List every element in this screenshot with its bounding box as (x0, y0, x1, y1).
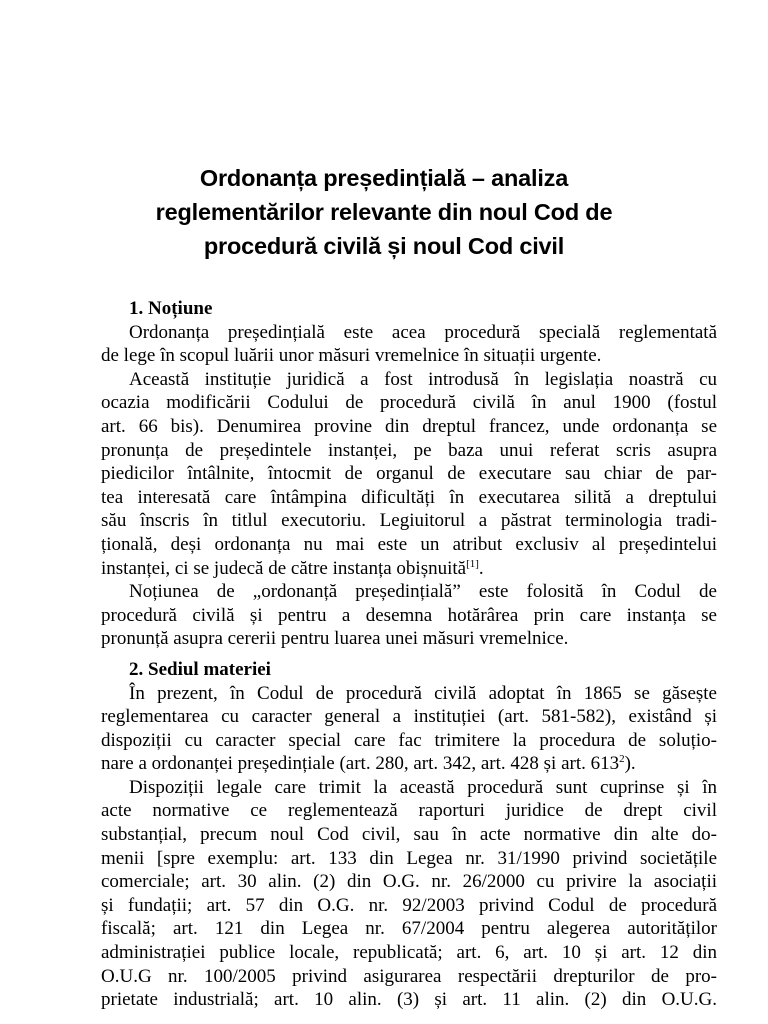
text-line: acte normative ce reglementează raporturi juridice de drept civil (101, 800, 717, 822)
text-fragment: . (478, 557, 484, 579)
text-line: țională, deși ordonanța nu mai este un atribut exclusiv al președintelui (101, 533, 717, 555)
paragraph (101, 368, 717, 580)
paragraph (101, 776, 717, 1012)
footnote-ref: [1] (466, 557, 479, 570)
text-line: Ordonanța președințială este acea procedură specială reglementată (129, 321, 717, 343)
text-line: Această instituție juridică a fost introdusă în legislația noastră cu (129, 368, 717, 390)
section-heading: 1. Noțiune (129, 298, 213, 319)
section-heading: 2. Sediul materiei (129, 658, 271, 680)
text-line: administrației publice locale, republicată; art. 6, art. 10 și art. 12 din (101, 942, 717, 964)
footnote-ref: 2 (619, 753, 625, 766)
text-line: dispoziții cu caracter special care fac trimitere la procedura de soluțio- (101, 729, 717, 751)
text-line: său înscris în titlul executoriu. Legiuitorul a păstrat terminologia tradi- (101, 510, 717, 532)
text-line: și fundații; art. 57 din O.G. nr. 92/2003 privind Codul de procedură (101, 894, 717, 916)
text-line: tea interesată care întâmpina dificultăți în executarea silită a dreptului (101, 486, 717, 508)
text-line: piedicilor întâlnite, întocmit de organul de executare sau chiar de par- (101, 463, 717, 485)
text-line: Noțiunea de „ordonanță președințială” este folosită în Codul de (129, 581, 717, 603)
text-line: ocazia modificării Codului de procedură civilă în anul 1900 (fostul (101, 392, 717, 414)
text-line (101, 557, 717, 581)
paragraph (101, 580, 717, 651)
title-line: procedură civilă și noul Cod civil (203, 233, 565, 259)
text-line: O.U.G nr. 100/2005 privind asigurarea respectării drepturilor de pro- (101, 965, 717, 987)
document-title (100, 161, 668, 263)
title-line: Ordonanța președințială – analiza (199, 165, 569, 191)
title-line: reglementărilor relevante din noul Cod de (155, 199, 613, 225)
text-line: fiscală; art. 121 din Legea nr. 67/2004 pentru alegerea autorităților (101, 918, 717, 940)
document-body (101, 297, 717, 1012)
text-line: de lege în scopul luării unor măsuri vremelnice în situații urgente. (101, 345, 602, 367)
text-line: procedură civilă și pentru a desemna hotărârea prin care instanța se (101, 604, 717, 626)
text-line (101, 752, 717, 776)
text-line: reglementarea cu caracter general a instituției (art. 581-582), existând și (101, 706, 717, 728)
text-fragment: ). (624, 753, 636, 775)
text-line: În prezent, în Codul de procedură civilă adoptat în 1865 se găsește (129, 682, 717, 704)
paragraph (101, 321, 717, 368)
text-line: prietate industrială; art. 10 alin. (3) și art. 11 alin. (2) din O.U.G. (101, 989, 717, 1011)
text-line: comerciale; art. 30 alin. (2) din O.G. nr. 26/2000 cu privire la asociații (101, 871, 717, 893)
text-line: Dispoziții legale care trimit la această procedură sunt cuprinse și în (129, 776, 717, 798)
text-line: substanțial, precum noul Cod civil, sau în acte normative din alte do- (101, 824, 717, 846)
section-gap (101, 651, 717, 658)
text-line: pronunța de președintele instanței, pe baza unui referat scris asupra (101, 439, 717, 461)
text-fragment: instanței, ci se judecă de către instanța obișnuită (101, 557, 467, 579)
text-line: menii [spre exemplu: art. 133 din Legea nr. 31/1990 privind societățile (101, 847, 717, 869)
text-line: art. 66 bis). Denumirea provine din dreptul francez, unde ordonanța se (101, 415, 717, 437)
paragraph (101, 682, 717, 776)
text-fragment: nare a ordonanței președințiale (art. 280, art. 342, art. 428 și art. 613 (101, 753, 620, 775)
text-line: pronunță asupra cererii pentru luarea unei măsuri vremelnice. (101, 628, 569, 650)
